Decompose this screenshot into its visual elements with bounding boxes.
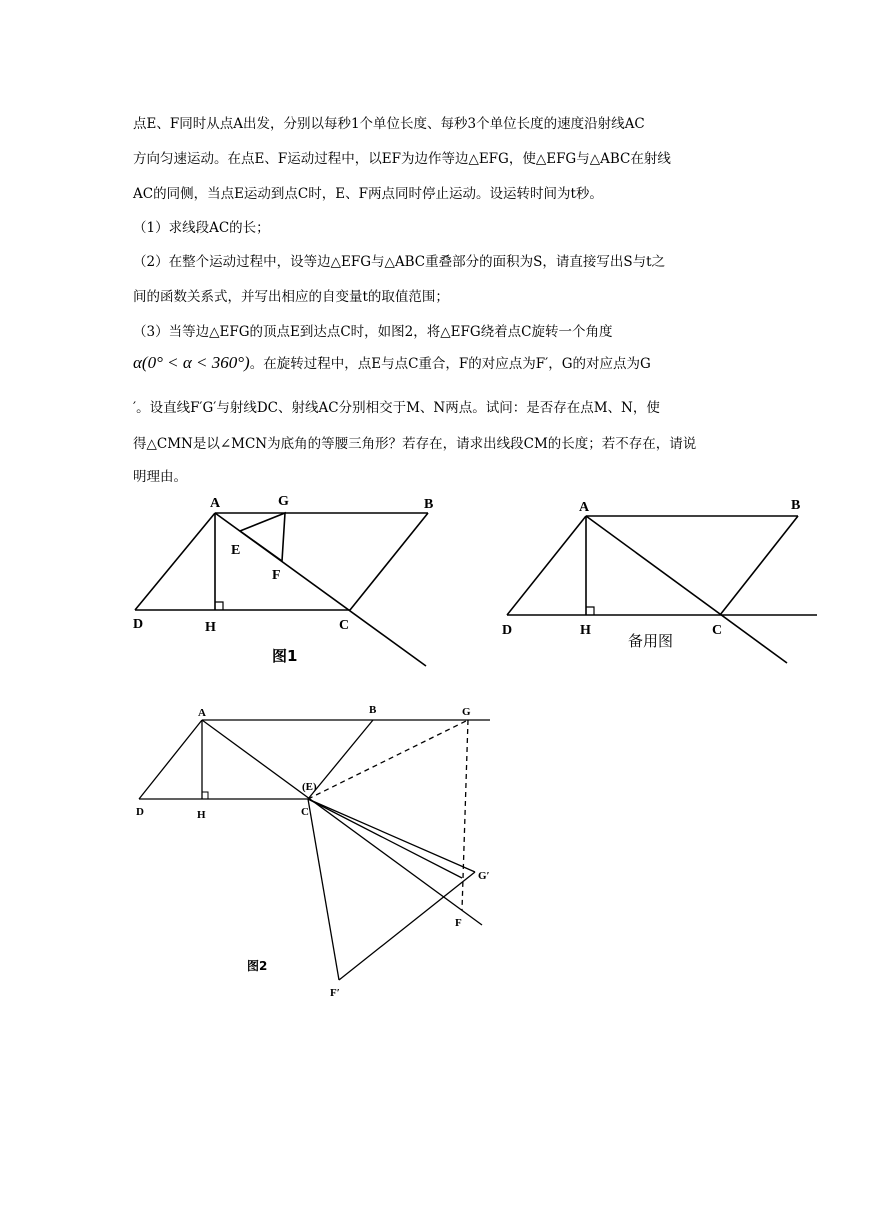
fig2-segment-cg-prime xyxy=(308,799,475,872)
fig1-label-f: F xyxy=(272,568,281,583)
fig1-label-g: G xyxy=(278,494,289,509)
fig2-right-angle-mark xyxy=(202,792,208,799)
fig1-caption: 图1 xyxy=(272,647,298,665)
fig2-label-h: H xyxy=(197,809,206,821)
fig1-label-b: B xyxy=(424,497,434,512)
fig2-label-g-prime: G′ xyxy=(478,870,490,882)
fig2-label-e: (E) xyxy=(302,781,317,793)
figure-2 xyxy=(136,704,490,999)
fig2-label-g: G xyxy=(462,706,471,718)
question-3-line-2 xyxy=(133,352,651,373)
problem-line-2: 方向匀速运动。在点E、F运动过程中，以EF为边作等边△EFG，使△EFG与△ABC在射线 xyxy=(133,151,671,167)
figure-backup xyxy=(502,498,817,663)
fig1-segment-ad xyxy=(135,513,215,610)
question-2-line-1: （2）在整个运动过程中，设等边△EFG与△ABC重叠部分的面积为S，请直接写出S与t之 xyxy=(133,254,666,270)
fig1-label-d: D xyxy=(133,617,144,632)
fig-backup-label-d: D xyxy=(502,623,513,638)
fig-backup-label-b: B xyxy=(791,498,801,513)
question-3-line-2-text: 。在旋转过程中，点E与点C重合，F的对应点为F′，G的对应点为G xyxy=(249,356,651,372)
fig-backup-right-angle-mark xyxy=(586,607,594,615)
fig2-caption: 图2 xyxy=(247,959,268,973)
fig2-segment-ad xyxy=(139,720,202,799)
fig-backup-label-c: C xyxy=(712,623,723,638)
alpha-range-formula: α(0° < α < 360°) xyxy=(133,353,250,372)
fig-backup-label-h: H xyxy=(580,623,591,638)
fig2-label-f-prime: F′ xyxy=(330,987,340,999)
fig1-segment-bc xyxy=(350,513,428,610)
fig-backup-label-a: A xyxy=(579,500,590,515)
fig1-label-a: A xyxy=(210,496,221,511)
problem-line-1: 点E、F同时从点A出发，分别以每秒1个单位长度、每秒3个单位长度的速度沿射线AC xyxy=(133,116,645,132)
fig2-ray-ac xyxy=(202,720,482,925)
fig-backup-segment-bc xyxy=(720,516,798,615)
fig1-label-e: E xyxy=(231,543,241,558)
fig2-label-f: F xyxy=(455,917,462,929)
question-2-line-2: 间的函数关系式，并写出相应的自变量t的取值范围； xyxy=(133,289,449,305)
fig2-dashed-gf xyxy=(462,720,468,910)
question-3-line-5: 明理由。 xyxy=(133,469,187,485)
question-3-line-4: 得△CMN是以∠MCN为底角的等腰三角形？若存在，请求出线段CM的长度；若不存在，请说 xyxy=(133,436,697,452)
fig2-label-c: C xyxy=(301,806,309,818)
fig2-segment-cn xyxy=(308,799,462,878)
fig2-dashed-cg xyxy=(308,720,468,799)
fig2-segment-cf-prime xyxy=(308,799,339,980)
figure-1 xyxy=(133,494,433,666)
question-1: （1）求线段AC的长； xyxy=(133,220,270,236)
fig2-label-d: D xyxy=(136,806,144,818)
fig-backup-segment-ad xyxy=(507,516,586,615)
fig1-ray-ac xyxy=(215,513,426,666)
fig-backup-caption: 备用图 xyxy=(628,632,674,650)
fig-backup-ray-ac xyxy=(586,516,787,663)
fig1-label-h: H xyxy=(205,620,216,635)
fig2-segment-f-prime-g-prime xyxy=(339,872,475,980)
fig1-triangle-efg xyxy=(240,513,285,561)
fig1-right-angle-mark xyxy=(215,602,223,610)
fig2-label-b: B xyxy=(369,704,377,716)
fig1-label-c: C xyxy=(339,618,350,633)
problem-line-3: AC的同侧，当点E运动到点C时，E、F两点同时停止运动。设运转时间为t秒。 xyxy=(133,186,603,202)
question-3-line-1: （3）当等边△EFG的顶点E到达点C时，如图2，将△EFG绕着点C旋转一个角度 xyxy=(133,324,613,340)
question-3-line-3: ′。设直线F′G′与射线DC、射线AC分别相交于M、N两点。试问：是否存在点M、N，使 xyxy=(133,400,660,416)
fig2-segment-bc xyxy=(308,720,373,799)
fig2-label-a: A xyxy=(198,707,206,719)
